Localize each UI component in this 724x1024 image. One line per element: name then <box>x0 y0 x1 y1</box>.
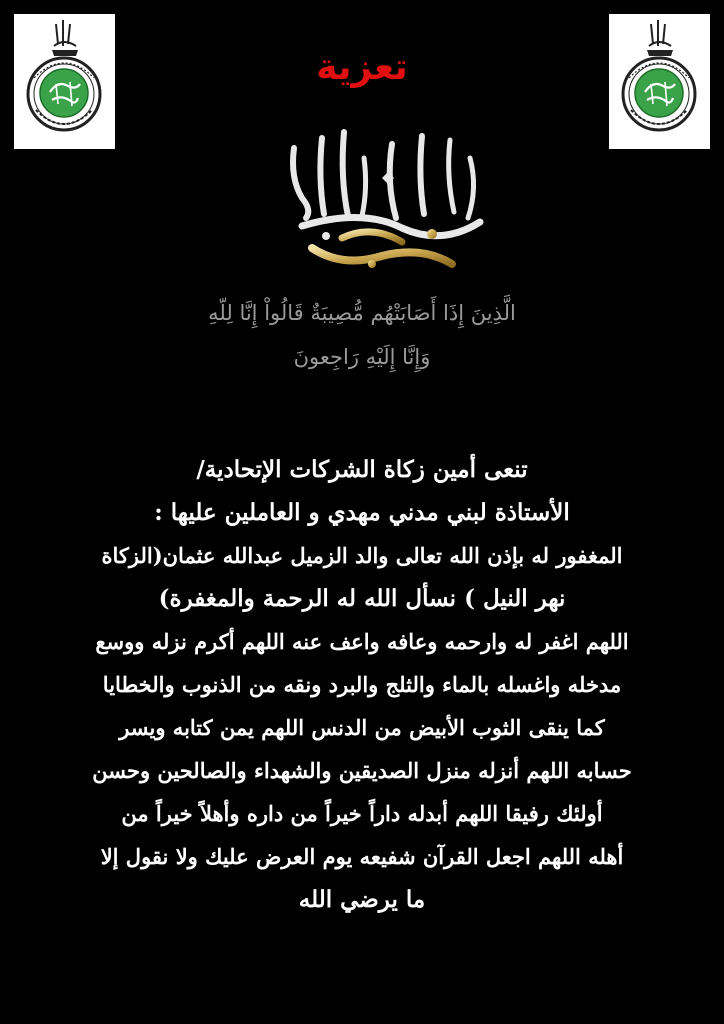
message-line: أهله اللهم اجعل القرآن شفيعه يوم العرض عليك ولا نقول إلا <box>100 844 624 869</box>
condolence-title: تعزية <box>316 47 408 88</box>
calligraphy-artwork <box>282 118 492 278</box>
message-line: المغفور له بإذن الله تعالى والد الزميل عبدالله عثمان(الزكاة <box>101 543 623 568</box>
right-logo <box>609 14 710 149</box>
zakat-chamber-emblem-icon <box>14 14 115 149</box>
zakat-chamber-emblem-icon <box>609 14 710 149</box>
message-line: الأستاذة لبني مدني مهدي و العاملين عليها : <box>154 499 570 526</box>
verse-line-2: وَإِنَّا إِلَيْهِ رَاجِعونَ <box>293 345 431 369</box>
message-line: اللهم اغفر له وارحمه وعافه واعف عنه اللهم أكرم نزله ووسع <box>95 629 629 654</box>
message-line: مدخله واغسله بالماء والثلج والبرد ونقه من الذنوب والخطايا <box>102 672 622 697</box>
message-line: كما ينقى الثوب الأبيض من الدنس اللهم يمن كتابه ويسر <box>119 715 605 740</box>
message-line: أولئك رفيقا اللهم أبدله داراً خيراً من داره وأهلاً خيراً من <box>121 801 603 826</box>
message-line: نهر النيل ) نسأل الله له الرحمة والمغفرة) <box>158 585 566 612</box>
message-line: تنعى أمين زكاة الشركات الإتحادية/ <box>196 456 528 483</box>
message-line: ما يرضي الله <box>298 886 426 913</box>
condolence-message <box>14 448 710 921</box>
left-logo <box>14 14 115 149</box>
verse-line-1: الَّذِينَ إِذَا أَصَابَتْهُم مُّصِيبَةٌ قَالُواْ إِنَّا لِلّهِ <box>208 301 516 325</box>
message-line: حسابه اللهم أنزله منزل الصديقين والشهداء والصالحين وحسن <box>92 758 632 783</box>
calligraphy-icon <box>282 118 492 278</box>
